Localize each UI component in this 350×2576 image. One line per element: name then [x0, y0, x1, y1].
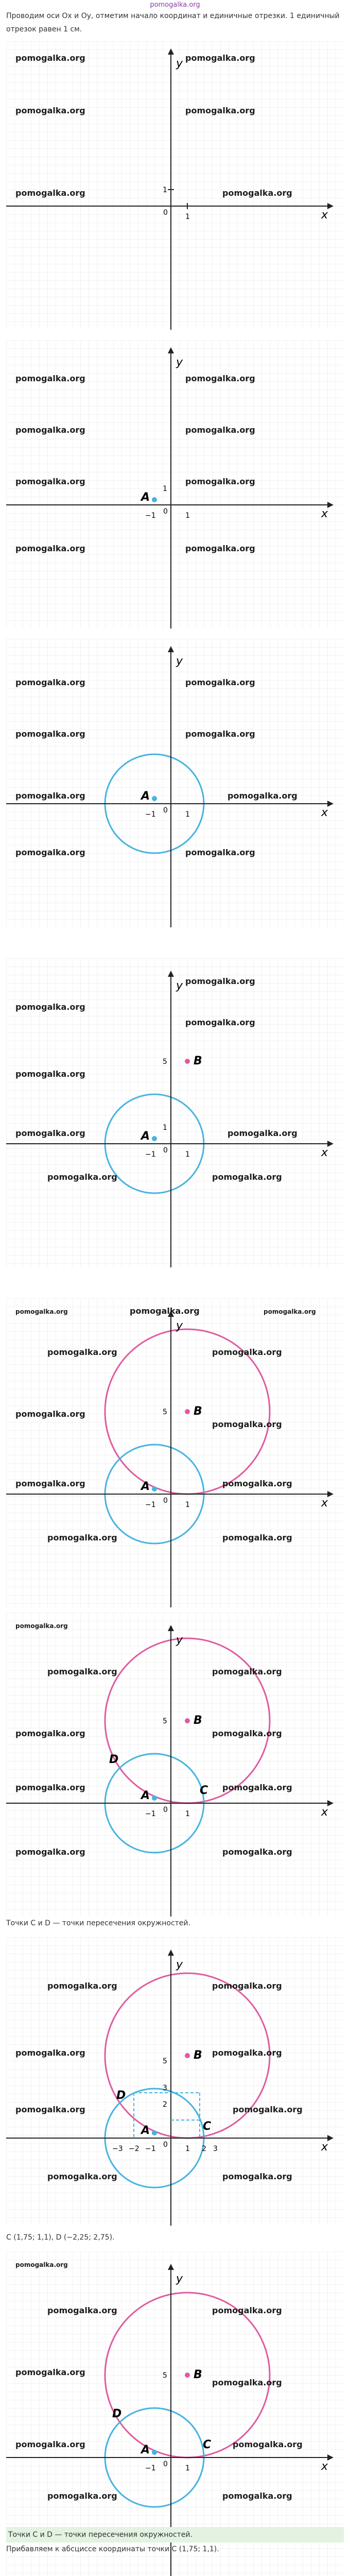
figure-circle-a — [6, 639, 344, 927]
watermark: pomogalka.org — [222, 188, 292, 198]
watermark: pomogalka.org — [185, 544, 255, 553]
watermark: pomogalka.org — [185, 106, 255, 115]
watermark: pomogalka.org — [47, 1347, 117, 1357]
y-tick-3: 3 — [163, 2084, 167, 2092]
x-tick-1: 1 — [185, 213, 190, 221]
origin-label: 0 — [163, 209, 168, 217]
watermark: pomogalka.org — [15, 2261, 68, 2268]
y-label: y — [176, 1958, 183, 1971]
intro-text: Проводим оси Ox и Oy, отметим начало координат и единичные отрезки. 1 единичный отрезок равен 1 см. — [6, 12, 340, 33]
watermark: pomogalka.org — [15, 2105, 85, 2114]
watermark: pomogalka.org — [185, 1018, 255, 1027]
origin-label: 0 — [163, 806, 168, 815]
y-tick-5: 5 — [163, 1717, 167, 1725]
y-tick-5: 5 — [163, 1058, 167, 1066]
point-b — [185, 1718, 190, 1723]
watermark: pomogalka.org — [15, 1622, 68, 1630]
watermark: pomogalka.org — [222, 1847, 292, 1857]
point-a — [152, 2450, 157, 2455]
watermark: pomogalka.org — [15, 848, 85, 857]
watermark: pomogalka.org — [15, 2048, 85, 2058]
watermark: pomogalka.org — [15, 1308, 68, 1315]
watermark: pomogalka.org — [185, 976, 255, 986]
site-title[interactable]: pomogalka.org — [150, 1, 200, 9]
x-tick-minus-3: −3 — [112, 2145, 123, 2153]
watermark: pomogalka.org — [185, 848, 255, 857]
watermark: pomogalka.org — [227, 791, 297, 801]
watermark: pomogalka.org — [15, 791, 85, 801]
watermark: pomogalka.org — [212, 2048, 282, 2058]
x-tick-1: 1 — [185, 512, 190, 520]
y-label: y — [176, 1319, 183, 1332]
watermark: pomogalka.org — [212, 2306, 282, 2315]
point-a-label: A — [141, 790, 150, 803]
point-a-label: A — [141, 2124, 150, 2137]
origin-label: 0 — [163, 507, 168, 516]
watermark: pomogalka.org — [15, 188, 85, 198]
x-label: x — [321, 209, 328, 222]
watermark: pomogalka.org — [233, 2439, 303, 2449]
x-tick-1: 1 — [185, 2464, 190, 2472]
x-tick-minus-1: −1 — [145, 1810, 156, 1818]
watermark: pomogalka.org — [15, 425, 85, 435]
x-label: x — [321, 806, 328, 819]
point-a — [152, 796, 157, 801]
watermark: pomogalka.org — [15, 374, 85, 383]
x-tick-2: 2 — [202, 2145, 206, 2153]
watermark: pomogalka.org — [15, 1479, 85, 1488]
note-intersection: Точки C и D — точки пересечения окружностей. — [6, 1919, 190, 1927]
watermark: pomogalka.org — [212, 1347, 282, 1357]
x-tick-minus-1: −1 — [145, 1501, 156, 1509]
watermark: pomogalka.org — [212, 1172, 282, 1182]
watermark: pomogalka.org — [15, 1409, 85, 1419]
watermark: pomogalka.org — [222, 1533, 292, 1543]
x-tick-1: 1 — [185, 1810, 190, 1818]
watermark: pomogalka.org — [227, 1128, 297, 1138]
figure-axes — [6, 41, 344, 330]
watermark: pomogalka.org — [15, 729, 85, 739]
watermark: pomogalka.org — [222, 2172, 292, 2181]
watermark: pomogalka.org — [185, 53, 255, 63]
origin-label: 0 — [163, 2141, 168, 2149]
watermark: pomogalka.org — [185, 477, 255, 486]
watermark: pomogalka.org — [264, 1308, 316, 1315]
point-d-label: D — [112, 2408, 122, 2420]
point-b — [185, 2372, 190, 2378]
watermark: pomogalka.org — [222, 2491, 292, 2501]
x-tick-1: 1 — [185, 2145, 190, 2153]
watermark: pomogalka.org — [15, 544, 85, 553]
note-final-text: Прибавляем к абсциссе координаты точки C (1,75; 1,1). — [6, 2545, 219, 2553]
figure-point-a — [6, 340, 344, 629]
watermark: pomogalka.org — [15, 2367, 85, 2377]
watermark: pomogalka.org — [15, 1002, 85, 1012]
watermark: pomogalka.org — [185, 677, 255, 687]
watermark: pomogalka.org — [15, 1728, 85, 1738]
x-label: x — [321, 1497, 328, 1510]
watermark: pomogalka.org — [212, 1419, 282, 1429]
point-a — [152, 2130, 157, 2136]
y-label: y — [176, 979, 183, 992]
origin-label: 0 — [163, 1146, 168, 1155]
x-tick-1: 1 — [185, 810, 190, 819]
watermark: pomogalka.org — [15, 1847, 85, 1857]
watermark: pomogalka.org — [47, 2172, 117, 2181]
point-c-label: C — [200, 1784, 208, 1797]
y-label: y — [176, 2273, 183, 2285]
y-tick-5: 5 — [163, 1408, 167, 1416]
point-d-label: D — [109, 1753, 119, 1766]
watermark: pomogalka.org — [212, 1981, 282, 1991]
x-tick-minus-1: −1 — [145, 2145, 156, 2153]
point-c-label: C — [203, 2120, 212, 2133]
origin-label: 0 — [163, 1806, 168, 1814]
grid — [6, 41, 344, 330]
watermark: pomogalka.org — [15, 106, 85, 115]
point-b — [185, 1059, 190, 1064]
watermark: pomogalka.org — [47, 1533, 117, 1543]
figure-coordinates — [6, 1937, 344, 2226]
point-a-label: A — [141, 2444, 150, 2456]
watermark: pomogalka.org — [47, 1667, 117, 1676]
origin-label: 0 — [163, 1497, 168, 1505]
watermark: pomogalka.org — [212, 1728, 282, 1738]
y-label: y — [176, 1634, 183, 1647]
point-a — [152, 1795, 157, 1801]
grid — [6, 1613, 344, 1917]
watermark: pomogalka.org — [185, 729, 255, 739]
watermark: pomogalka.org — [212, 2378, 282, 2387]
y-tick-5: 5 — [163, 2057, 167, 2065]
x-tick-1: 1 — [185, 1150, 190, 1159]
point-a-label: A — [141, 1480, 150, 1493]
watermark: pomogalka.org — [222, 1783, 292, 1792]
watermark: pomogalka.org — [47, 2491, 117, 2501]
point-a — [152, 1136, 157, 1141]
watermark: pomogalka.org — [185, 374, 255, 383]
point-b-label: B — [194, 2368, 202, 2381]
watermark: pomogalka.org — [130, 1306, 200, 1316]
point-a-label: A — [141, 1789, 150, 1802]
note-final-title: Точки C и D — точки пересечения окружностей. — [6, 2527, 344, 2543]
x-tick-1: 1 — [185, 1501, 190, 1509]
x-tick-minus-1: −1 — [145, 1150, 156, 1159]
watermark: pomogalka.org — [233, 2105, 303, 2114]
point-b-label: B — [194, 2049, 202, 2062]
y-label: y — [176, 655, 183, 668]
x-label: x — [321, 507, 328, 520]
watermark: pomogalka.org — [212, 1667, 282, 1676]
watermark: pomogalka.org — [15, 1783, 85, 1792]
y-label: y — [176, 356, 183, 369]
x-label: x — [321, 2460, 328, 2473]
point-a-label: A — [141, 491, 150, 504]
origin-label: 0 — [163, 2460, 168, 2468]
x-tick-minus-1: −1 — [145, 810, 156, 819]
x-tick-minus-1: −1 — [145, 512, 156, 520]
watermark: pomogalka.org — [222, 1479, 292, 1488]
grid — [6, 1298, 344, 1607]
watermark: pomogalka.org — [47, 1172, 117, 1182]
x-tick-minus-2: −2 — [129, 2145, 139, 2153]
note-coordinates: C (1,75; 1,1), D (−2,25; 2,75). — [6, 2233, 115, 2242]
x-tick-3: 3 — [213, 2145, 218, 2153]
y-tick-1: 1 — [163, 1124, 167, 1132]
point-a — [152, 1486, 157, 1492]
x-tick-minus-1: −1 — [145, 2464, 156, 2472]
point-a-label: A — [141, 1130, 150, 1143]
y-tick-2: 2 — [163, 2100, 167, 2109]
point-b-label: B — [194, 1714, 202, 1727]
figure-point-b — [6, 958, 344, 1267]
point-c-label: C — [203, 2438, 212, 2451]
point-d-label: D — [116, 2089, 126, 2102]
point-b-label: B — [194, 1055, 202, 1067]
watermark: pomogalka.org — [15, 53, 85, 63]
y-label: y — [176, 57, 183, 70]
watermark: pomogalka.org — [47, 1981, 117, 1991]
watermark: pomogalka.org — [47, 2306, 117, 2315]
y-tick-1: 1 — [163, 485, 167, 493]
watermark: pomogalka.org — [15, 2439, 85, 2449]
watermark: pomogalka.org — [15, 677, 85, 687]
y-tick-5: 5 — [163, 2371, 167, 2380]
point-b — [185, 2053, 190, 2058]
point-b — [185, 1409, 190, 1414]
y-tick-1: 1 — [163, 186, 167, 194]
point-a — [152, 497, 157, 502]
watermark: pomogalka.org — [15, 1069, 85, 1079]
figure-points-c-d — [6, 1613, 344, 1917]
watermark: pomogalka.org — [15, 1128, 85, 1138]
watermark: pomogalka.org — [185, 425, 255, 435]
x-label: x — [321, 1806, 328, 1819]
x-label: x — [321, 2141, 328, 2154]
watermark: pomogalka.org — [15, 477, 85, 486]
figure-circle-b — [6, 1298, 344, 1607]
point-b-label: B — [194, 1405, 202, 1418]
x-label: x — [321, 1146, 328, 1159]
